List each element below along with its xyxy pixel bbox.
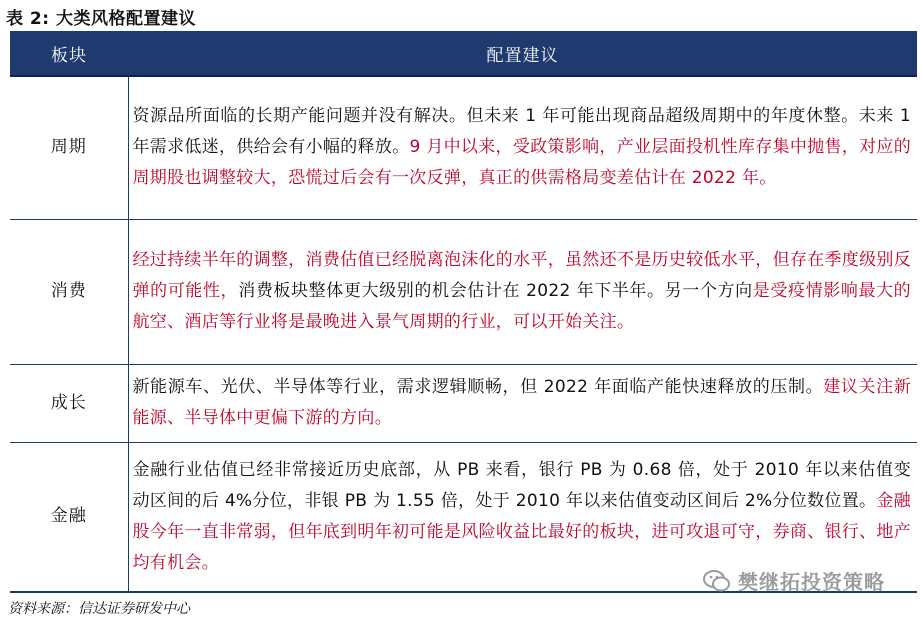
row-category-finance: 金融 [10,442,128,592]
header-sector: 板块 [10,31,128,76]
text-highlight: 金融股今年一直非常弱，但年底到明年初可能是风险收益比最好的板块，进可攻退可守，券商、银行、地产均有机会。 [132,490,911,573]
text-normal: 资源品所面临的长期产能问题并没有解决。但未来 1 年可能出现商品超级周期中的年度休整。未来 1 年需求低迷，供给会有小幅的释放。 [132,106,911,158]
text-highlight: 建议关注新能源、半导体中更偏下游的方向。 [132,377,912,428]
text-normal: 消费板块整体更大级别的机会估计在 2022 年下半年。另一个方向 [238,281,753,301]
watermark-text: 樊继拓投资策略 [738,570,885,594]
table-row [10,219,917,364]
text-highlight: 9 月中以来，受政策影响，产业层面投机性库存集中抛售，对应的周期股也调整较大，恐慌过后会有一次反弹，真正的供需格局变差估计在 2022 年。 [132,137,912,189]
row-text-cyclical [128,76,917,219]
row-text-consumption [128,219,917,364]
text-normal: 新能源车、光伏、半导体等行业，需求逻辑顺畅，但 2022 年面临产能快速释放的压制。 [132,377,824,397]
source-note: 资料来源：信达证券研发中心 [8,601,190,617]
header-suggestion: 配置建议 [128,31,917,76]
allocation-table [10,31,917,593]
table-row [10,76,917,219]
row-text-growth [128,364,917,442]
row-category-cyclical: 周期 [10,76,128,219]
table-row [10,364,917,442]
text-highlight: 是受疫情影响最大的航空、酒店等行业将是最晚进入景气周期的行业，可以开始关注。 [132,281,911,332]
wechat-icon [702,568,732,594]
table-header-row [10,31,917,76]
watermark [702,566,885,595]
text-highlight: 经过持续半年的调整，消费估值已经脱离泡沫化的水平，虽然还不是历史较低水平，但存在季度级别反弹的可能性， [132,250,911,301]
text-normal: 金融行业估值已经非常接近历史底部，从 PB 来看，银行 PB 为 0.68 倍，处于 2010 年以来估值变动区间的后 4%分位，非银 PB 为 1.55 倍，处于 2010 年以来估值变动区间后 2%分位数位置。 [132,459,911,511]
row-category-growth: 成长 [10,364,128,442]
table-title: 表 2: 大类风格配置建议 [6,9,196,29]
row-category-consumption: 消费 [10,219,128,364]
